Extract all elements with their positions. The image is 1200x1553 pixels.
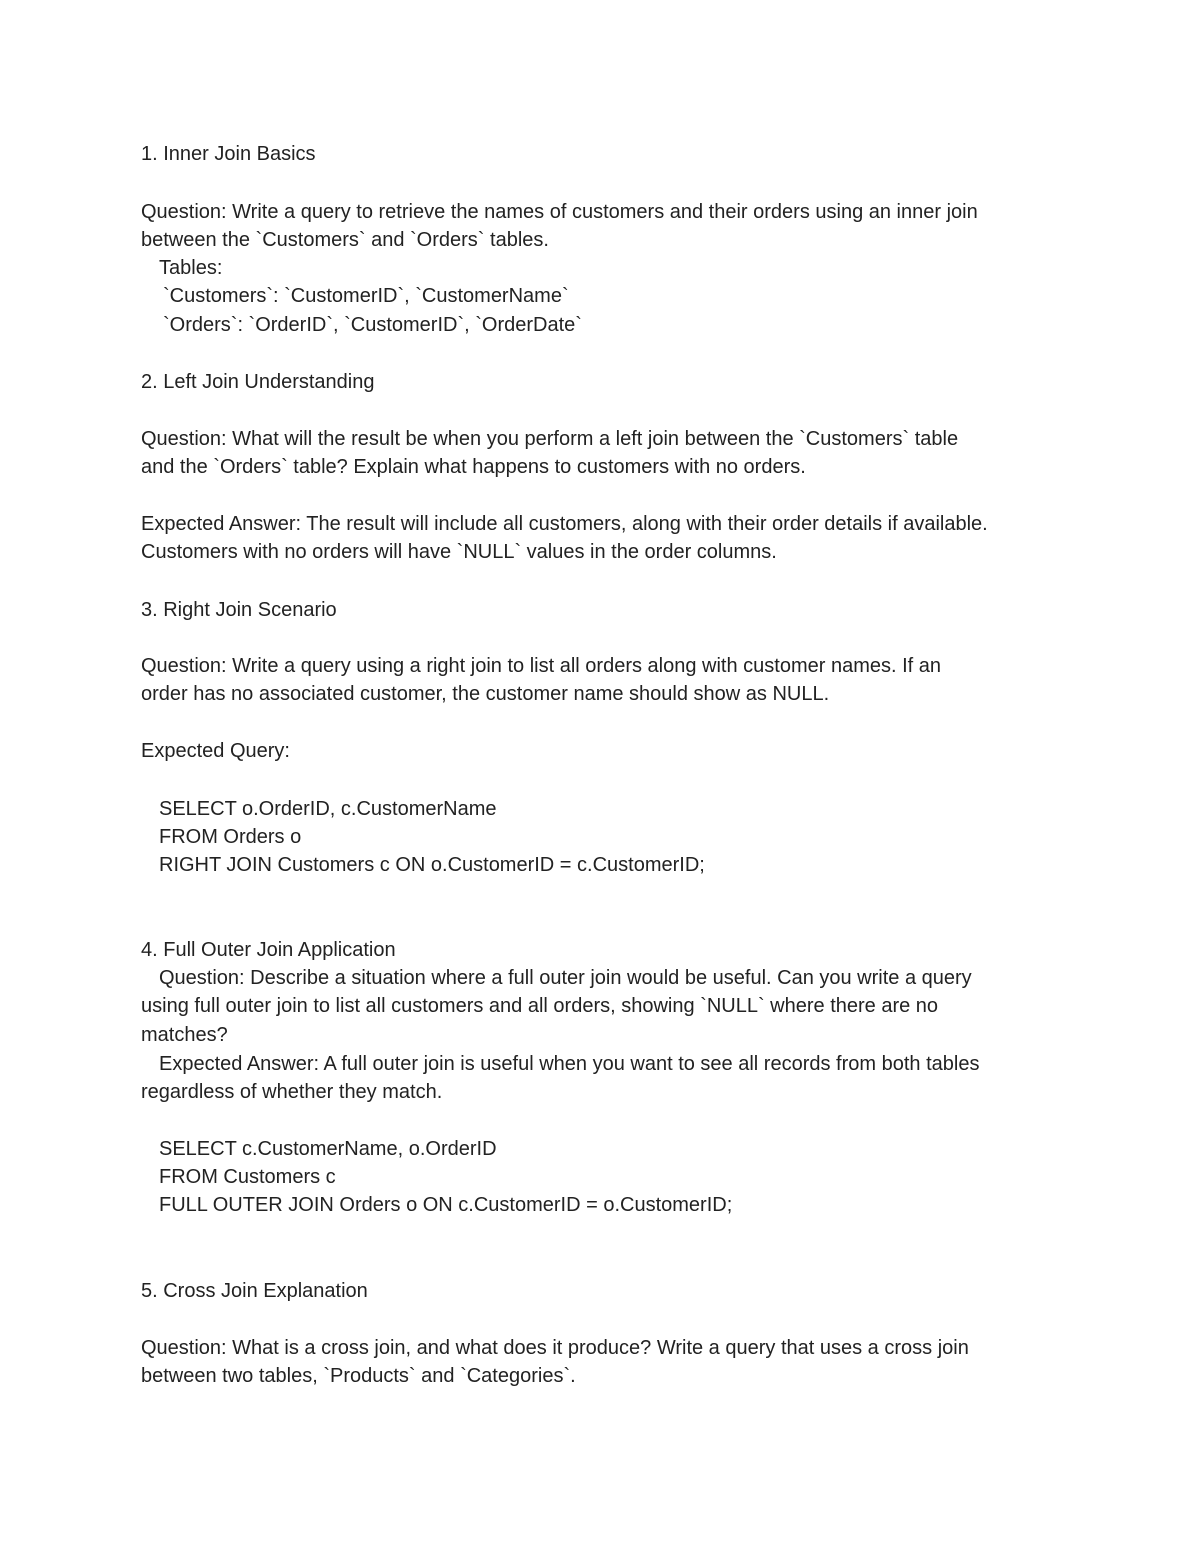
q2-question-line-2: and the `Orders` table? Explain what happens to customers with no orders. [141, 456, 806, 478]
q1-customers-table: `Customers`: `CustomerID`, `CustomerName` [163, 285, 569, 307]
q4-query-line-3: FULL OUTER JOIN Orders o ON c.CustomerID = o.CustomerID; [159, 1194, 733, 1216]
q2-answer-line-1: Expected Answer: The result will include all customers, along with their order details if available. [141, 513, 988, 535]
q4-query-line-2: FROM Customers c [159, 1166, 336, 1188]
q3-question-line-1: Question: Write a query using a right join to list all orders along with customer names. If an [141, 655, 942, 677]
q5-question-line-1: Question: What is a cross join, and what does it produce? Write a query that uses a cross join [141, 1337, 969, 1359]
q4-question-line-3: matches? [141, 1024, 228, 1046]
q3-question-line-2: order has no associated customer, the customer name should show as NULL. [141, 683, 830, 705]
q3-query-line-2: FROM Orders o [159, 826, 302, 848]
q1-heading: 1. Inner Join Basics [141, 143, 316, 165]
q1-question-line-1: Question: Write a query to retrieve the names of customers and their orders using an inner join [141, 201, 978, 223]
q1-tables-label: Tables: [159, 257, 223, 279]
q3-query-line-3: RIGHT JOIN Customers c ON o.CustomerID = c.CustomerID; [159, 854, 705, 876]
q4-answer-line-1: Expected Answer: A full outer join is useful when you want to see all records from both tables [159, 1053, 980, 1075]
q4-question-line-2: using full outer join to list all customers and all orders, showing `NULL` where there are no [141, 995, 939, 1017]
q5-question-line-2: between two tables, `Products` and `Categories`. [141, 1365, 576, 1387]
q4-heading: 4. Full Outer Join Application [141, 939, 396, 961]
q3-heading: 3. Right Join Scenario [141, 599, 337, 621]
q4-answer-line-2: regardless of whether they match. [141, 1081, 443, 1103]
q2-question-line-1: Question: What will the result be when you perform a left join between the `Customers` table [141, 428, 959, 450]
q5-heading: 5. Cross Join Explanation [141, 1280, 368, 1302]
q2-answer-line-2: Customers with no orders will have `NULL` values in the order columns. [141, 541, 777, 563]
q3-expected-label: Expected Query: [141, 740, 290, 762]
q1-orders-table: `Orders`: `OrderID`, `CustomerID`, `OrderDate` [163, 314, 582, 336]
q4-question-line-1: Question: Describe a situation where a full outer join would be useful. Can you write a query [159, 967, 972, 989]
q1-question-line-2: between the `Customers` and `Orders` tables. [141, 229, 549, 251]
q3-query-line-1: SELECT o.OrderID, c.CustomerName [159, 798, 497, 820]
q4-query-line-1: SELECT c.CustomerName, o.OrderID [159, 1138, 497, 1160]
q2-heading: 2. Left Join Understanding [141, 371, 375, 393]
